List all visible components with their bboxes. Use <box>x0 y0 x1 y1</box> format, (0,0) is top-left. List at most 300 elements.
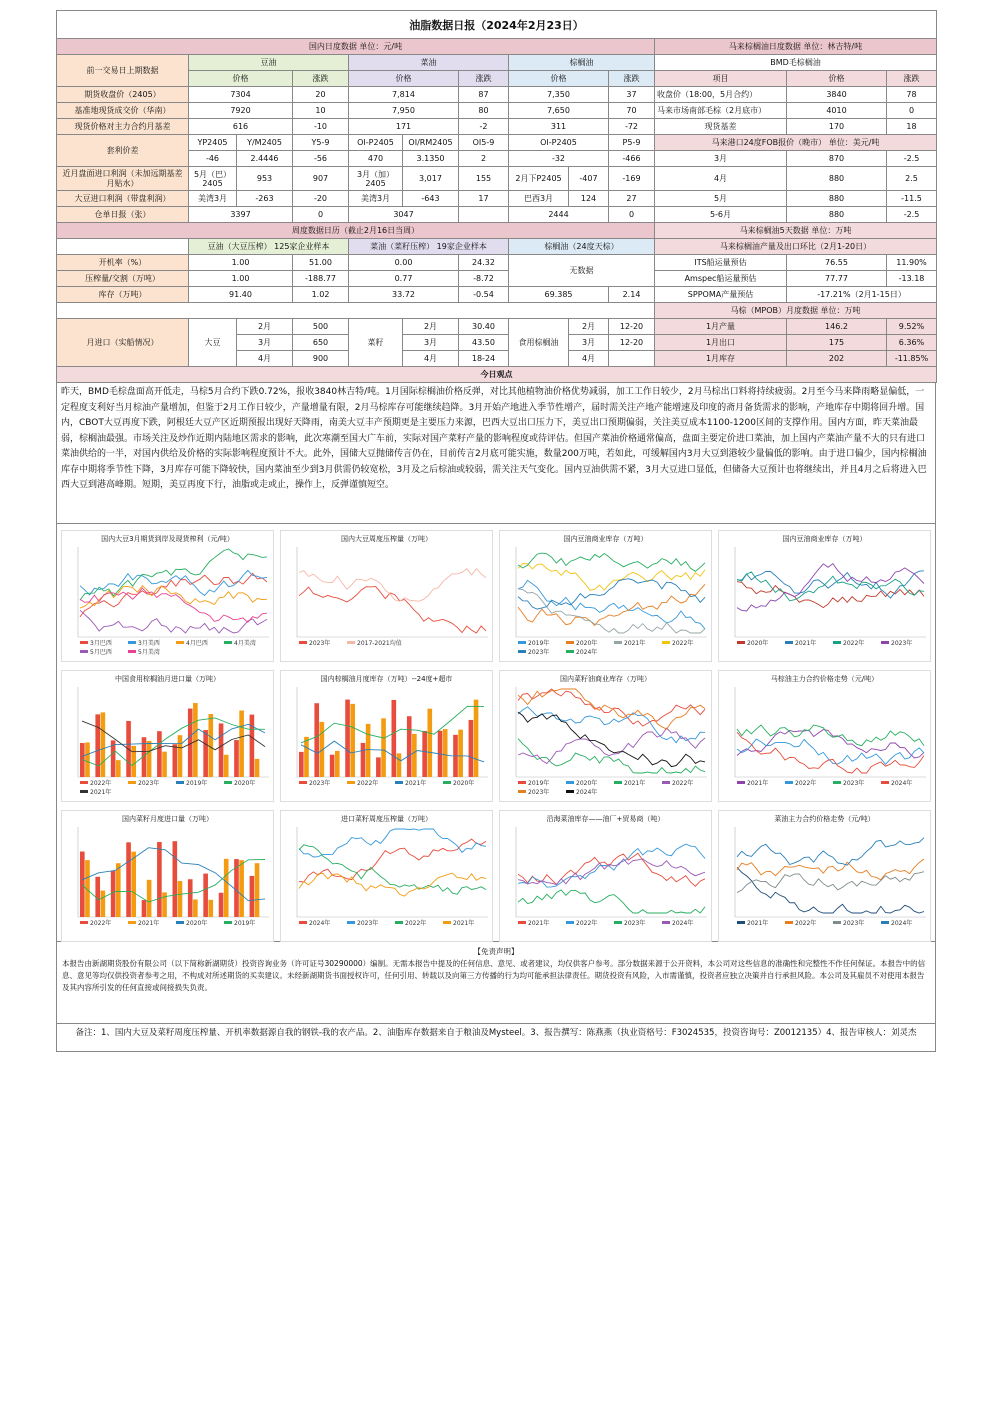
cell: -466 <box>609 151 655 167</box>
chart-axis <box>297 547 488 637</box>
cell: -188.77 <box>293 271 349 287</box>
legend-label: 2017-2021均值 <box>357 640 402 647</box>
chart-series-line <box>518 890 705 913</box>
chart-bar <box>116 863 121 917</box>
chart-bar <box>335 751 340 777</box>
cell: 1月产量 <box>655 319 787 335</box>
chart-bar <box>95 714 100 777</box>
cell: 12-20 <box>609 319 655 335</box>
cell: 880 <box>787 191 887 207</box>
no-data-cell: 无数据 <box>509 255 655 287</box>
table-row <box>57 119 937 135</box>
cell: 500 <box>293 319 349 335</box>
chart-bar <box>157 731 162 777</box>
chart-bar <box>80 852 85 917</box>
chart-panel <box>280 530 493 662</box>
malaysia-header: 马来棕榈油日度数据 单位：林吉特/吨 <box>655 39 937 55</box>
legend-label: 2021年 <box>747 780 769 787</box>
chart-panel <box>499 530 712 662</box>
legend-label: 2023年 <box>843 920 865 927</box>
chart-bar <box>255 759 260 777</box>
legend-label: 4月巴西 <box>186 640 208 647</box>
disclaimer-header: 【免责声明】 <box>473 947 519 956</box>
legend-label: 2021年 <box>90 789 112 796</box>
cell: -8.72 <box>459 271 509 287</box>
chart-series-line <box>737 582 924 608</box>
cell: -407 <box>569 167 609 191</box>
legend-swatch <box>518 790 526 793</box>
data-table <box>56 10 937 383</box>
cell: 880 <box>787 167 887 191</box>
chart-bar <box>173 744 178 777</box>
chart-panel <box>499 670 712 802</box>
chart-bar <box>131 746 136 777</box>
cell: 0.00 <box>349 255 459 271</box>
chart-plot <box>66 545 271 659</box>
chart-panel <box>280 670 493 802</box>
report-title: 油脂数据日报（2024年2月23日） <box>57 11 937 39</box>
legend-label: 2023年 <box>624 920 646 927</box>
chart-axis <box>516 547 707 637</box>
table-row <box>57 271 937 287</box>
legend-swatch <box>80 650 88 653</box>
cell: 2月 <box>237 319 293 335</box>
legend-label: 2021年 <box>138 920 160 927</box>
cell: 616 <box>189 119 293 135</box>
chart-axis <box>735 687 926 777</box>
legend-label: 2024年 <box>891 920 913 927</box>
legend-label: 2020年 <box>576 780 598 787</box>
legend-label: 2021年 <box>624 780 646 787</box>
legend-label: 3月巴西 <box>90 640 112 647</box>
legend-label: 2022年 <box>672 780 694 787</box>
cell: 收盘价（18:00，5月合约） <box>655 87 787 103</box>
mpob-title: 马棕（MPOB）月度数据 单位：万吨 <box>655 303 937 319</box>
legend-swatch <box>881 641 889 644</box>
chart-title: 国内豆油商业库存（万吨） <box>563 535 648 543</box>
cell: 1.00 <box>189 255 293 271</box>
cell: Amspec船运量预估 <box>655 271 787 287</box>
legend-label: 2020年 <box>453 780 475 787</box>
legend-swatch <box>347 921 355 924</box>
cell <box>609 351 655 367</box>
cell: 70 <box>609 103 655 119</box>
disclaimer-text: 本报告由新湖期货股份有限公司（以下简称新湖期货）投资咨询业务（许可证号30290000）编制。无需本报告中提及的任何信息、意见、或者建议，均仅供客户参考。部分数据来源于公开资料，本公司对这些信息的准确性和完整性不作任何保证。本报告中的信息、意见等均仅供投资者参考之用，不构成对所述期货的买卖建议。未经新湖期货书面授权许可，任何引用、转载以及向第三方传播的行为均可能承担法律责任。期货投资有风险，入市需谨慎，投资者应独立决策并自行承担风险。本公司及其雇员不对使用本报告及其内容所引发的任何直接或间接损失负责。 <box>62 959 926 992</box>
soy-profit-label: 大豆进口利润（带盘利润） <box>57 191 189 207</box>
legend-label: 2022年 <box>405 920 427 927</box>
chart-series-line <box>518 707 705 743</box>
product-palm-oil: 棕榈油 <box>509 55 655 71</box>
cell: 171 <box>349 119 459 135</box>
legend-swatch <box>395 781 403 784</box>
spread-label: 套利价差 <box>57 135 189 167</box>
cell: -32 <box>509 151 609 167</box>
cell: 2月下P2405 <box>509 167 569 191</box>
cell: 4月 <box>403 351 459 367</box>
legend-swatch <box>614 921 622 924</box>
cell: 900 <box>293 351 349 367</box>
spread-head: Y5-9 <box>293 135 349 151</box>
spread-head: P5-9 <box>609 135 655 151</box>
spread-head: OI-P2405 <box>509 135 609 151</box>
legend-label: 2022年 <box>795 780 817 787</box>
cell: 7304 <box>189 87 293 103</box>
chart-bar <box>474 700 479 777</box>
chart-title: 国内大豆3月期货到岸及现货榨利（元/吨） <box>101 535 234 543</box>
chart-bar <box>101 712 106 777</box>
cell: 907 <box>293 167 349 191</box>
chart-series-line <box>737 867 924 913</box>
ship-title: 马来棕榈油5天数据 单位：万吨 <box>655 223 937 239</box>
today-header: 今日观点 <box>57 367 937 383</box>
chart-series-line <box>737 725 924 746</box>
cell: 155 <box>459 167 509 191</box>
chart-plot <box>723 825 928 939</box>
chart-bar <box>239 710 244 777</box>
chart-plot <box>285 545 490 659</box>
table-row <box>57 191 937 207</box>
row-label: 压榨量/交割（万吨） <box>57 271 189 287</box>
chart-bar <box>345 700 350 777</box>
chart-panel <box>499 810 712 942</box>
chart-bar <box>147 880 152 917</box>
cell: 43.50 <box>459 335 509 351</box>
chart-title: 进口菜籽周度压榨量（万吨） <box>341 815 432 823</box>
chart-bar <box>203 874 208 917</box>
chart-panel <box>61 530 274 662</box>
cell: 7,350 <box>509 87 609 103</box>
bmd-title: BMD毛棕榈油 <box>655 55 937 71</box>
chart-bar <box>147 741 152 777</box>
cell: 33.72 <box>349 287 459 303</box>
chart-bar <box>407 716 412 777</box>
chart-bar <box>458 730 463 777</box>
cell: 870 <box>787 151 887 167</box>
chart-bar <box>178 735 183 777</box>
chart-plot <box>66 825 271 939</box>
cell: 1月出口 <box>655 335 787 351</box>
legend-label: 4月美湾 <box>234 640 256 647</box>
imports-label: 月进口（实船情况） <box>57 319 189 367</box>
chart-bar <box>234 740 239 777</box>
legend-label: 2021年 <box>528 920 550 927</box>
legend-swatch <box>443 781 451 784</box>
legend-label: 2020年 <box>747 640 769 647</box>
chart-plot <box>504 545 709 659</box>
chart-bar <box>188 879 193 917</box>
legend-swatch <box>614 781 622 784</box>
legend-swatch <box>347 781 355 784</box>
chart-bar <box>422 731 427 777</box>
cell: 3月 <box>569 335 609 351</box>
legend-swatch <box>80 921 88 924</box>
chart-bar <box>255 863 260 917</box>
legend-swatch <box>566 781 574 784</box>
chart-bar <box>469 720 474 777</box>
prev-day-label: 前一交易日上期数据 <box>57 55 189 87</box>
legend-swatch <box>881 921 889 924</box>
chart-series-line <box>737 872 924 893</box>
cell: 3047 <box>349 207 459 223</box>
cell: 10 <box>293 103 349 119</box>
legend-swatch <box>299 781 307 784</box>
chart-series-line <box>518 589 705 633</box>
cell: 7,814 <box>349 87 459 103</box>
chart-bar <box>376 757 381 777</box>
legend-swatch <box>299 921 307 924</box>
legend-swatch <box>737 781 745 784</box>
chart-plot <box>723 685 928 799</box>
cell: 12-20 <box>609 335 655 351</box>
legend-label: 2021年 <box>747 920 769 927</box>
chart-series-line <box>737 859 924 880</box>
legend-swatch <box>395 921 403 924</box>
cell: 18 <box>887 119 937 135</box>
cell: 7,650 <box>509 103 609 119</box>
chart-panel <box>280 810 493 942</box>
chart-bar <box>85 742 90 777</box>
legend-swatch <box>737 921 745 924</box>
legend-label: 2023年 <box>309 780 331 787</box>
legend-label: 2022年 <box>843 640 865 647</box>
weekly-header: 周度数据日历（截止2月16日当周） <box>57 223 655 239</box>
legend-swatch <box>518 781 526 784</box>
cell: -20 <box>293 191 349 207</box>
chart-axis <box>297 827 488 917</box>
cell: 4月 <box>655 167 787 191</box>
chart-bar <box>193 899 198 917</box>
cell: 124 <box>569 191 609 207</box>
cell: 美湾3月 <box>349 191 403 207</box>
cell: -2.5 <box>887 151 937 167</box>
spread-head: OI-P2405 <box>349 135 403 151</box>
chart-series-line <box>518 689 705 726</box>
cell: -2.5 <box>887 207 937 223</box>
cell: 24.32 <box>459 255 509 271</box>
cell: -17.21%（2月1-15日） <box>787 287 937 303</box>
legend-swatch <box>80 641 88 644</box>
cell: 77.77 <box>787 271 887 287</box>
table-row <box>57 207 937 223</box>
chart-bar <box>208 900 213 917</box>
cell: 3月 <box>655 151 787 167</box>
col-price: 价格 <box>509 71 609 87</box>
product-rapeseed-oil: 菜油 <box>349 55 509 71</box>
chart-bar <box>443 729 448 777</box>
legend-swatch <box>224 921 232 924</box>
chart-bar <box>397 753 402 777</box>
col-change: 涨跌 <box>293 71 349 87</box>
chart-bar <box>142 900 147 917</box>
product-soyoil: 豆油 <box>189 55 349 71</box>
weekly-sub: 棕榈油（24度天棕） <box>509 239 655 255</box>
chart-plot <box>504 685 709 799</box>
cell: 2 <box>459 151 509 167</box>
legend-label: 2022年 <box>90 920 112 927</box>
chart-bar <box>350 704 355 777</box>
chart-panel <box>61 670 274 802</box>
cell: 37 <box>609 87 655 103</box>
legend-label: 2024年 <box>672 920 694 927</box>
legend-swatch <box>518 641 526 644</box>
row-label: 开机率（%） <box>57 255 189 271</box>
chart-plot <box>504 825 709 939</box>
legend-swatch <box>566 790 574 793</box>
legend-swatch <box>128 641 136 644</box>
legend-swatch <box>224 641 232 644</box>
chart-series-line <box>737 732 924 773</box>
warehouse-label: 仓单日报（张） <box>57 207 189 223</box>
chart-series-line <box>299 839 486 882</box>
chart-bar <box>224 755 229 777</box>
cell: 6.36% <box>887 335 937 351</box>
chart-bar <box>361 743 366 777</box>
cell: 食用棕榈油 <box>509 319 569 367</box>
spread-head: OI5-9 <box>459 135 509 151</box>
legend-label: 5月巴西 <box>90 649 112 656</box>
legend-swatch <box>833 641 841 644</box>
legend-swatch <box>662 921 670 924</box>
cell: 20 <box>293 87 349 103</box>
weekly-sub: 菜油（菜籽压榨） 19家企业样本 <box>349 239 509 255</box>
domestic-header: 国内日度数据 单位：元/吨 <box>57 39 655 55</box>
chart-bar <box>330 755 335 777</box>
chart-bar <box>314 703 319 777</box>
chart-bar <box>101 891 106 917</box>
cell: 7920 <box>189 103 293 119</box>
legend-label: 2024年 <box>576 789 598 796</box>
legend-label: 2023年 <box>528 649 550 656</box>
legend-swatch <box>833 921 841 924</box>
chart-bar <box>173 841 178 917</box>
legend-label: 2019年 <box>528 640 550 647</box>
chart-grid <box>56 524 936 942</box>
cell: 5月（巴）2405 <box>189 167 237 191</box>
col-price: 价格 <box>189 71 293 87</box>
cell: 880 <box>787 207 887 223</box>
legend-swatch <box>80 781 88 784</box>
cell: 0 <box>887 103 937 119</box>
margin-label: 近月盘面进口利润（未加远期基差月贴水） <box>57 167 189 191</box>
chart-series-line <box>518 689 705 729</box>
chart-series-line <box>737 564 924 611</box>
cell: 470 <box>349 151 403 167</box>
cell: -13.18 <box>887 271 937 287</box>
table-row <box>57 255 937 271</box>
cell: 菜籽 <box>349 319 403 367</box>
cell: 69.385 <box>509 287 609 303</box>
today-view-text: 昨天，BMD毛棕盘面高开低走，马棕5月合约下跌0.72%，报收3840林吉特/吨。1月国际棕榈油价格反弹，对比其他植物油价格优势减弱，加工工作日较少，2月马棕出口料将持续疲弱。2月至今马来降雨略显偏低，一定程度支利好当月棕油产量增加，但鉴于2月工作日较少，产量增量有限，2月马棕库存可能继续趋降。3月开始产地进入季节性增产，届时需关注产地产能增速及印度的斋月备货需求的影响，产地库存中期将回升增。国内，CBOT大豆再度下跌，阿根廷大豆产区近期预报出现好天降雨，南美大豆丰产预期更是主要压力来源，巴西大豆出口压力下，美豆出口预期偏弱，关注美豆成本1100-1200区间的支撑作用。国内方面，昨天菜油最弱，棕榈油最强。市场关注及炒作近期内陆地区需求的影响，此次寒潮至国大广车前，实际对国产菜籽产量的影响程度或待评估。但国产菜油价格通常偏高，盘面主要定价进口菜油，加上国内产菜油产量不大的只有进口菜油供给的一半，对国内供给及价格的实际影响程度预计不大。此外，国储大豆抛储传言仍在，目前传言2月底可能实施，数量200万吨，若如此，可缓解国内3月大豆到港较少量偏低的影响。由于进口偏少，国内棕榈油库存中期将季节性下降，3月库存可能下降较快，国内菜油至少到3月供需仍较宽松，3月及之后棕油或较弱，需关注天气变化。国内豆油供需不紧，3月大豆进口显低，但储备大豆预计也将继续出，并且4月之后将进入巴西大豆到港高峰期。短期，美豆再度下行，油脂或走或止，操作上，反弹谨慎短空。 <box>56 383 936 524</box>
cell: ITS船运量预估 <box>655 255 787 271</box>
cell: 4010 <box>787 103 887 119</box>
cell: 2.5 <box>887 167 937 191</box>
chart-bar <box>381 718 386 777</box>
legend-swatch <box>128 781 136 784</box>
chart-title: 国内菜籽油商业库存（万吨） <box>560 675 651 683</box>
chart-series-line <box>518 844 705 887</box>
legend-label: 2023年 <box>891 640 913 647</box>
legend-swatch <box>566 641 574 644</box>
legend-swatch <box>662 641 670 644</box>
row-label: 期货收盘价（2405） <box>57 87 189 103</box>
cell: 76.55 <box>787 255 887 271</box>
chart-bar <box>162 752 167 777</box>
notes: 备注：1、国内大豆及菜籽周度压榨量、开机率数据源自我的钢铁-我的农产品。2、油脂库存数据来自于粮油及Mysteel。3、报告撰写：陈燕燕（执业资格号：F3024535，投资咨询号：Z0012135）4、报告审核人：刘灵杰 <box>56 1024 936 1052</box>
chart-bar <box>366 724 371 777</box>
chart-plot <box>723 545 928 659</box>
legend-label: 3月美西 <box>138 640 160 647</box>
chart-bar <box>126 842 131 917</box>
cell: 18-24 <box>459 351 509 367</box>
legend-swatch <box>128 650 136 653</box>
col-change: 涨跌 <box>609 71 655 87</box>
cell: 51.00 <box>293 255 349 271</box>
chart-bar <box>304 737 309 777</box>
legend-label: 2021年 <box>624 640 646 647</box>
cell: 4月 <box>237 351 293 367</box>
legend-swatch <box>737 641 745 644</box>
chart-bar <box>299 752 304 777</box>
cell: -10 <box>293 119 349 135</box>
cell: 146.2 <box>787 319 887 335</box>
legend-swatch <box>347 641 355 644</box>
chart-panel <box>718 810 931 942</box>
legend-label: 2022年 <box>576 920 598 927</box>
cell: 巴西3月 <box>509 191 569 207</box>
cell: 1.02 <box>293 287 349 303</box>
cell: 1.00 <box>189 271 293 287</box>
chart-bar <box>203 730 208 777</box>
legend-label: 5月美湾 <box>138 649 160 656</box>
legend-label: 2021年 <box>453 920 475 927</box>
cell: -0.54 <box>459 287 509 303</box>
my-col-item: 项目 <box>655 71 787 87</box>
legend-label: 2019年 <box>528 780 550 787</box>
cell: 3.1350 <box>403 151 459 167</box>
chart-title: 菜油主力合约价格走势（元/吨） <box>774 815 875 823</box>
cell: 27 <box>609 191 655 207</box>
legend-label: 2023年 <box>843 780 865 787</box>
chart-plot <box>66 685 271 799</box>
table-row <box>57 167 937 191</box>
cell: 3397 <box>189 207 293 223</box>
legend-label: 2021年 <box>405 780 427 787</box>
chart-series-line <box>518 728 705 763</box>
chart-bar <box>250 715 255 777</box>
legend-swatch <box>518 921 526 924</box>
chart-title: 中国食用棕榈油月进口量（万吨） <box>115 675 220 683</box>
legend-swatch <box>176 641 184 644</box>
chart-title: 国内大豆周度压榨量（万吨） <box>341 535 432 543</box>
cell: 7,950 <box>349 103 459 119</box>
cell: 170 <box>787 119 887 135</box>
legend-swatch <box>566 921 574 924</box>
cell: 5-6月 <box>655 207 787 223</box>
cell: 91.40 <box>189 287 293 303</box>
cell: -11.5 <box>887 191 937 207</box>
chart-bar <box>412 734 417 777</box>
chart-plot <box>285 685 490 799</box>
legend-label: 2020年 <box>234 780 256 787</box>
row-label: 现货价格对主力合约月基差 <box>57 119 189 135</box>
chart-title: 国内棕榈油月度库存（万吨）--24度+超市 <box>320 675 453 683</box>
legend-label: 2020年 <box>576 640 598 647</box>
chart-axis <box>735 827 926 917</box>
cell: 3,017 <box>403 167 459 191</box>
legend-swatch <box>80 790 88 793</box>
cell: 马来市场南部毛棕（2月底市） <box>655 103 787 119</box>
cell: 0.77 <box>349 271 459 287</box>
